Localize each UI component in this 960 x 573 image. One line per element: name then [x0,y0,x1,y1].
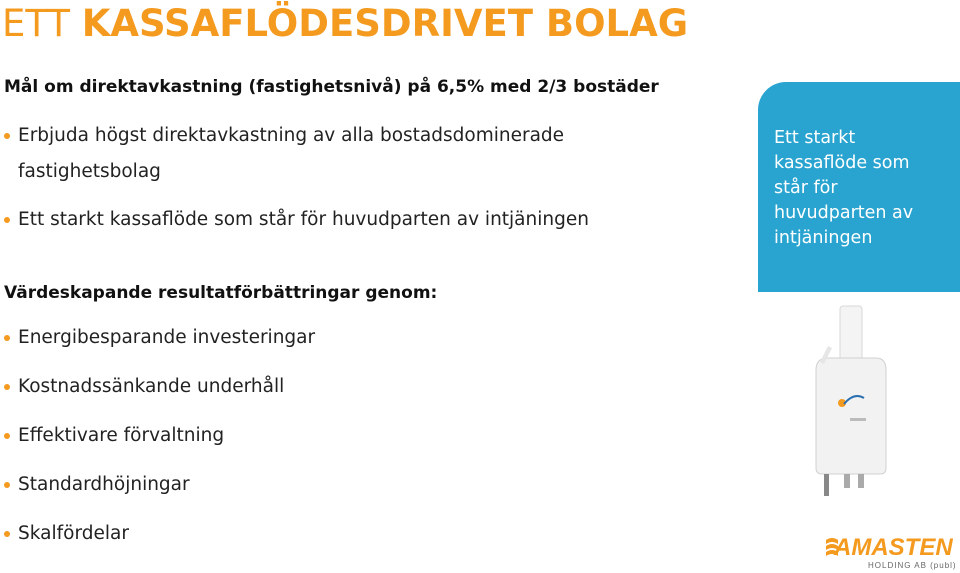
section1-heading: Mål om direktavkastning (fastighetsnivå) på 6,5% med 2/3 bostäder [4,77,659,97]
amasten-logo [824,534,960,573]
bullet-item: Erbjuda högst direktavkastning av alla bostadsdominerade [18,116,564,156]
callout-line: Ett starkt [774,128,856,148]
section2-heading: Värdeskapande resultatförbättringar genom: [4,283,438,303]
bullet-continuation: fastighetsbolag [18,161,161,182]
title-bold: KASSAFLÖDESDRIVET BOLAG [81,2,689,45]
callout-line: huvudparten av [774,203,914,223]
callout-line: intjäningen [774,228,873,248]
bullet-item: Effektivare förvaltning [18,416,224,456]
bullet-item: Kostnadssänkande underhåll [18,367,284,407]
page-title [2,2,688,46]
bullet-item: Ett starkt kassaflöde som står för huvudparten av intjäningen [18,200,589,240]
sensor-device-image [806,300,906,500]
logo-name: AMASTEN [834,534,953,561]
bullet-item: Skalfördelar [18,514,129,554]
callout-line: står för [774,178,838,198]
callout-box [758,82,960,292]
callout-line: kassaflöde som [774,153,910,173]
bullet-item: Standardhöjningar [18,465,190,505]
logo-sub: HOLDING AB (publ) [868,561,957,570]
title-light: ETT [2,2,82,45]
callout-text [774,126,954,251]
bullet-item: Energibesparande investeringar [18,318,315,358]
